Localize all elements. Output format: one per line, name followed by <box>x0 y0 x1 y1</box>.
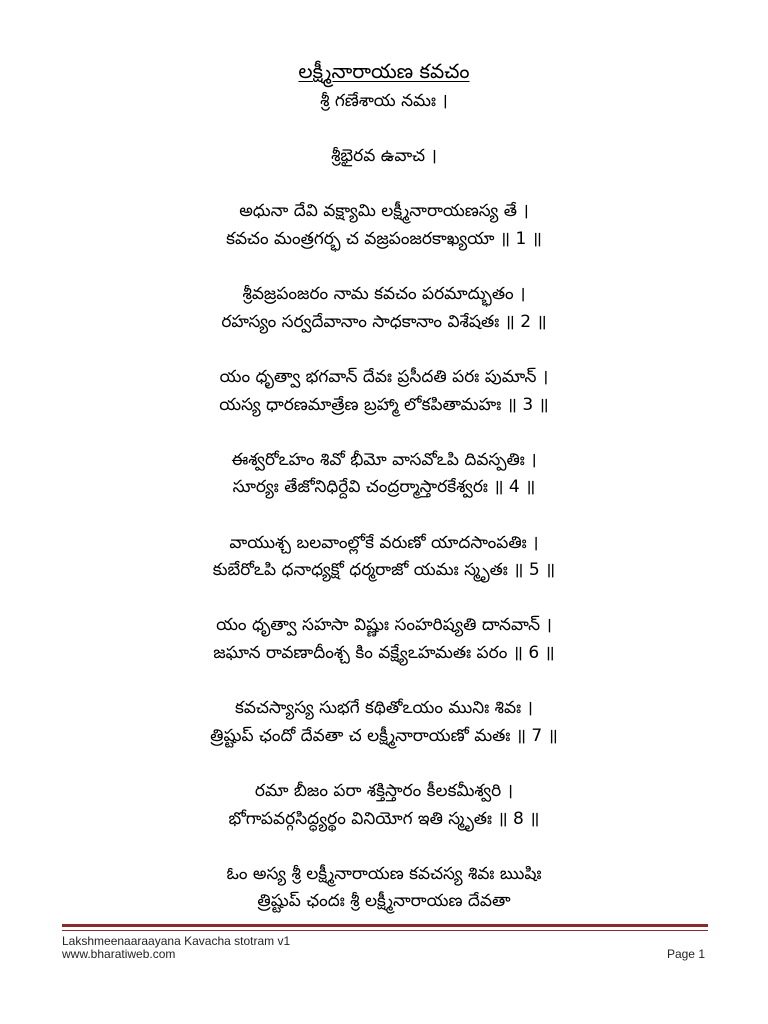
footer-page-number: Page 1 <box>666 947 705 961</box>
verse-line: అధునా దేవి వక్ష్యామి లక్ష్మీనారాయణస్య తే । <box>239 201 529 222</box>
verse-line: భోగాపవర్గసిద్ధ్యర్థం వినియోగ ఇతి స్మృతః ॥ 8 ॥ <box>228 808 540 829</box>
footer-rule-thick <box>62 924 708 927</box>
verse-line: శ్రీ గణేశాయ నమః । <box>320 91 448 111</box>
footer-left <box>62 935 290 961</box>
verse-line: వాయుశ్చ బలవాంల్లోకే వరుణో యాదసాంపతిః । <box>229 532 539 553</box>
verse-line: రహస్యం సర్వదేవానాం సాధకానాం విశేషతః ॥ 2 ॥ <box>221 311 547 332</box>
verse-line: కవచస్యాస్య సుభగే కథితోఽయం మునిః శివః । <box>235 698 533 719</box>
verse-line: కుబేరోఽపి ధనాధ్యక్షో ధర్మరాజో యమః స్మృతః ॥ 5 ॥ <box>212 560 556 581</box>
verse-line: సూర్యః తేజోనిధిర్దేవి చంద్రర్మాస్తారకేశ్వరః ॥ 4 ॥ <box>232 477 536 498</box>
verse-line: శ్రీవజ్రపంజరం నామ కవచం పరమాద్భుతం । <box>242 284 526 305</box>
verse-line: రమా బీజం పరా శక్తిస్తారం కీలకమీశ్వరి । <box>254 781 514 801</box>
verse-line: కవచం మంత్రగర్భ చ వజ్రపంజరకాఖ్యయా ॥ 1 ॥ <box>226 229 542 249</box>
footer-doc-name: Lakshmeenaaraayana Kavacha stotram v1 <box>62 934 291 948</box>
verse-line: శ్రీభైరవ ఉవాచ । <box>331 146 437 167</box>
verse-line: త్రిష్టుప్ ఛందో దేవతా చ లక్ష్మీనారాయణో మతః ॥ 7 ॥ <box>210 725 558 746</box>
verse-line: యం ధృత్వా భగవాన్ దేవః ప్రసీదతి పరః పుమాన్ । <box>219 367 549 387</box>
footer-rule-thin <box>62 930 708 931</box>
verse-line: యం ధృత్వా సహసా విష్ణుః సంహరిష్యతి దానవాన్ । <box>216 615 552 636</box>
footer-website: www.bharatiweb.com <box>62 947 176 961</box>
document-title-wrap <box>0 58 768 84</box>
document-title: లక్ష్మీనారాయణ కవచం <box>298 59 470 83</box>
verse-line: ఈశ్వరోఽహం శివో భీమో వాసవోఽపి దివస్పతిః । <box>231 449 537 470</box>
verse-line: జఘాన రావణాదీంశ్చ కిం వక్ష్యేఽహమతః పరం ॥ 6 ॥ <box>213 643 555 663</box>
verse-line: యస్య ధారణమాత్రేణ బ్రహ్మా లోకపితామహః ॥ 3 ॥ <box>219 394 549 415</box>
verse-line: ఓం అస్య శ్రీ లక్ష్మీనారాయణ కవచస్య శివః ఋషిః <box>226 863 542 884</box>
verse-line: త్రిష్టుప్ ఛందః శ్రీ లక్ష్మీనారాయణ దేవతా <box>257 891 511 912</box>
